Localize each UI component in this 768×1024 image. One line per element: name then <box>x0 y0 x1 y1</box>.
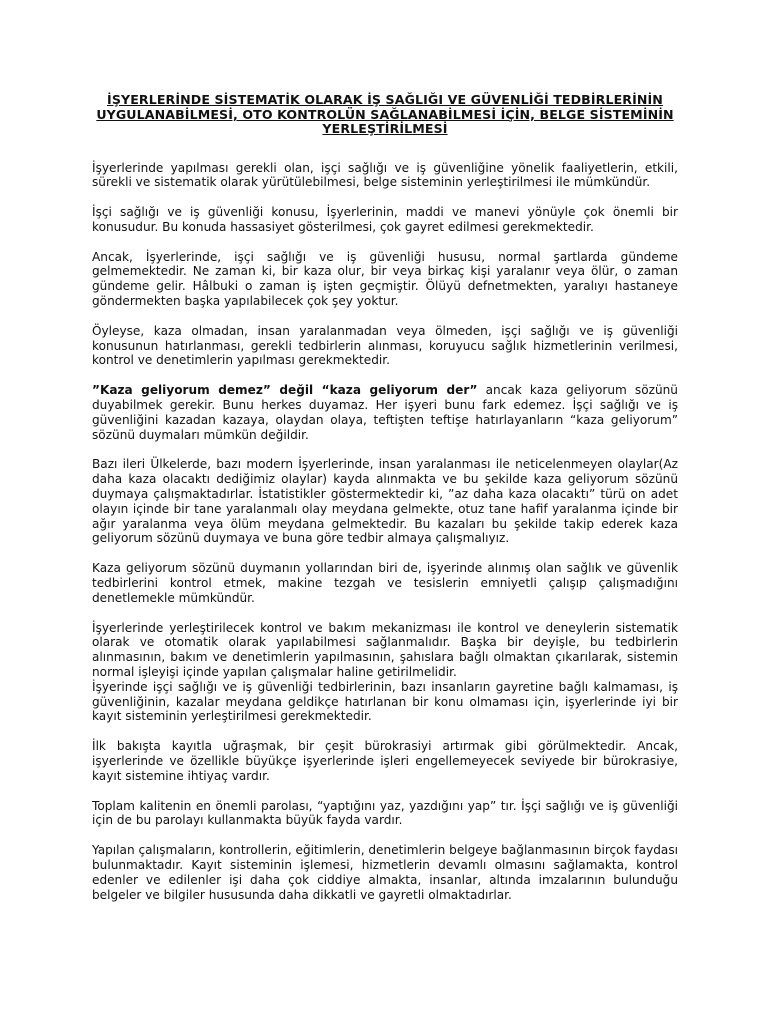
paragraph-11: Toplam kalitenin en önemli parolası, “yaptığını yaz, yazdığını yap” tır. İşçi sağlığı ve iş güvenliği için de bu parolayı kullanmakta büyük fayda vardır. <box>92 798 678 828</box>
paragraph-2: İşçi sağlığı ve iş güvenliği konusu, İşyerlerinin, maddi ve manevi yönüyle çok önemli bir konusudur. Bu konuda hassasiyet gösterilmesi, çok gayret edilmesi gerekmektedir. <box>92 205 678 234</box>
paragraph-4: Öyleyse, kaza olmadan, insan yaralanmadan veya ölmeden, işçi sağlığı ve iş güvenliği konusunun hatırlanması, gerekli tedbirlerin alınması, koruyucu sağlık hizmetlerinin verilmesi, kontrol ve denetimlerin yapılması gerekmektedir. <box>92 323 678 368</box>
document-title: İŞYERLERİNDE SİSTEMATİK OLARAK İŞ SAĞLIĞI VE GÜVENLİĞİ TEDBİRLERİNİN UYGULANABİLMESİ, OTO KONTROLÜN SAĞLANABİLMESİ İÇİN, BELGE SİSTEMİNİN YERLEŞTİRİLMESİ <box>96 92 674 136</box>
paragraph-8: İşyerlerinde yerleştirilecek kontrol ve bakım mekanizması ile kontrol ve deneylerin sistematik olarak ve otomatik olarak yapılabilmesi sağlanmalıdır. Başka bir deyişle, bu tedbirlerin alınmasının, bakım ve denetimlerin yapılmasının, şahıslara bağlı olmaktan çıkarılarak, sistemin normal işleyişi içinde yapılan çalışmalar haline getirilmelidir. <box>92 620 678 680</box>
paragraph-12: Yapılan çalışmaların, kontrollerin, eğitimlerin, denetimlerin belgeye bağlanmasının birçok faydası bulunmaktadır. Kayıt sisteminin işlemesi, hizmetlerin devamlı olmasını sağlamakta, kontrol edenler ve edilenler işi daha çok ciddiye almakta, insanlar, altında imzalarının bulunduğu belgeler ve bilgiler hususunda daha dikkatli ve gayretli olmaktadırlar. <box>92 843 678 902</box>
paragraph-quote <box>92 383 678 442</box>
paragraph-9: İşyerinde işçi sağlığı ve iş güvenliği tedbirlerinin, bazı insanların gayretine bağlı kalmaması, iş güvenliğinin, kazalar meydana geldikçe hatırlanan bir konu olmaması için, işyerlerinde iyi bir kayıt sisteminin yerleştirilmesi gerekmektedir. <box>92 679 678 724</box>
paragraph-7: Kaza geliyorum sözünü duymanın yollarından biri de, işyerinde alınmış olan sağlık ve güvenlik tedbirlerini kontrol etmek, makine tezgah ve tesislerin emniyetli çalışıp çalışmadığını denetlemekle mümkündür. <box>92 561 678 605</box>
paragraph-10: İlk bakışta kayıtla uğraşmak, bir çeşit bürokrasiyi artırmak gibi görülmektedir. Ancak, işyerlerinde ve özellikle büyükçe işyerlerinde işleri engellemeyecek seviyede bir bürokrasiye, kayıt sistemine ihtiyaç vardır. <box>92 739 678 783</box>
paragraph-6: Bazı ileri Ülkelerde, bazı modern İşyerlerinde, insan yaralanması ile neticelenmeyen olaylar(Az daha kaza olacaktı dediğimiz olaylar) kayda alınmakta ve bu şekilde kaza geliyorum sözünü duymaya çalışmaktadırlar. İstatistikler göstermektedir ki, ”az daha kaza olacaktı” türü on adet olayın içinde bir tane yaralanmalı olay meydana gelmekte, otuz tane hafif yaralanma içinde bir ağır yaralanma veya ölüm meydana gelmektedir. Bu kazaları bu şekilde takip ederek kaza geliyorum sözünü duymaya ve buna göre tedbir almaya çalışmalıyız. <box>92 457 678 546</box>
quote-bold-text: ”Kaza geliyorum demez” değil “kaza geliyorum der” <box>92 383 478 398</box>
paragraph-1: İşyerlerinde yapılması gerekli olan, işçi sağlığı ve iş güvenliğine yönelik faaliyetlerin, etkili, sürekli ve sistematik olarak yürütülebilmesi, belge sisteminin yerleştirilmesi ile mümkündür. <box>92 160 678 190</box>
document-page <box>92 93 678 917</box>
paragraph-3: Ancak, İşyerlerinde, işçi sağlığı ve iş güvenliği hususu, normal şartlarda gündeme gelmemektedir. Ne zaman ki, bir kaza olur, bir veya birkaç kişi yaralanır veya ölür, o zaman gündeme gelir. Hâlbuki o zaman iş işten geçmiştir. Ölüyü defnetmekten, yaralıyı hastaneye göndermekten başka yapılabilecek çok şey yoktur. <box>92 249 678 309</box>
quote-rest-text: ancak kaza geliyorum sözünü duyabilmek gerekir. Bunu herkes duyamaz. Her işyeri bunu fark edemez. İşçi sağlığı ve iş güvenliğini kazadan kazaya, olaydan olaya, teftişten teftişe hatırlayanların “kaza geliyorum” sözünü duymaları mümkün değildir. <box>92 383 678 442</box>
